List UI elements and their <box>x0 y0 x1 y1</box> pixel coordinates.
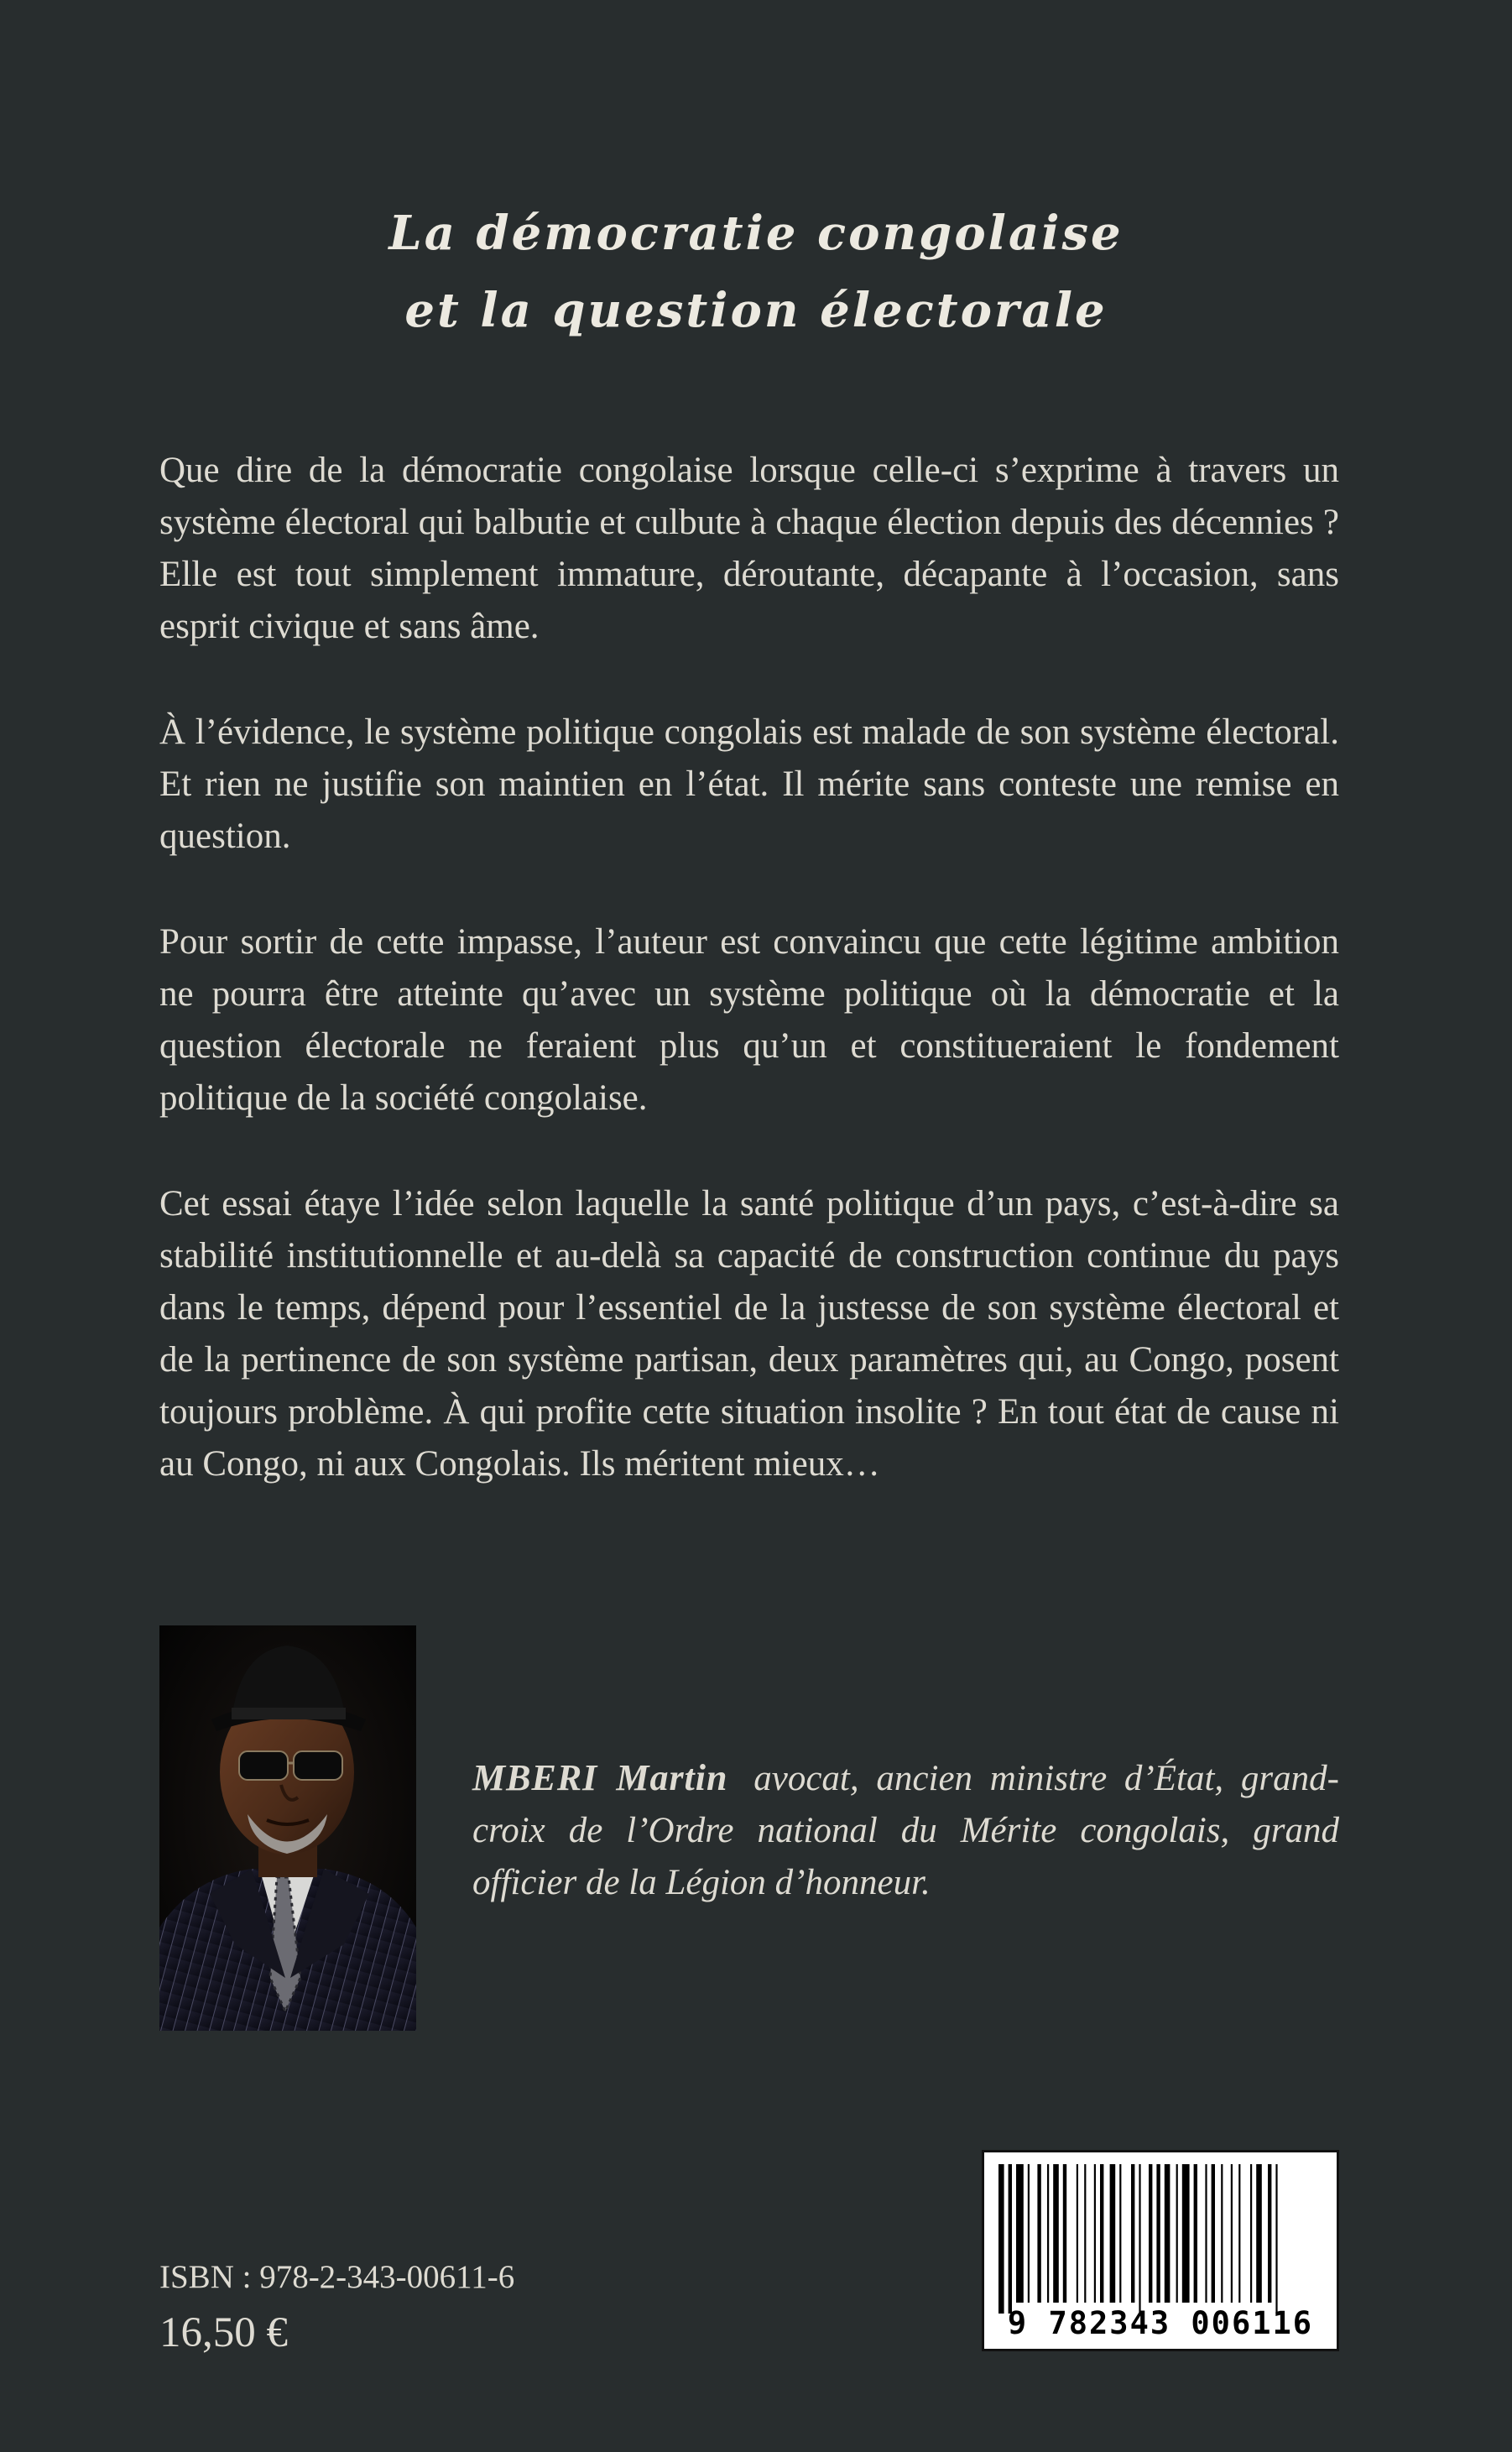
author-portrait-image <box>159 1625 416 2031</box>
author-name: MBERI Martin <box>472 1757 728 1798</box>
summary-paragraph-2: À l’évidence, le système politique congolais est malade de son système électoral. Et rien ne justifie son maintien en l’état. Il mérite sans conteste une remise en question. <box>159 712 1339 856</box>
book-title-line-2: et la question électorale <box>404 283 1108 338</box>
barcode-digits: 9 782343 006116 <box>1007 2305 1314 2341</box>
author-photo <box>159 1625 416 2031</box>
book-title <box>0 195 1512 349</box>
price-text: 16,50 € <box>159 2309 288 2356</box>
summary-paragraph-3: Pour sortir de cette impasse, l’auteur est convaincu que cette légitime ambition ne pourra être atteinte qu’avec un système politique où la démocratie et la question électorale ne feraient plus qu’un et constitueraient le fondement politique de la société congolaise. <box>159 922 1339 1118</box>
barcode <box>982 2150 1339 2351</box>
barcode-bars-image <box>998 2164 1322 2314</box>
summary-text <box>159 445 1339 1544</box>
author-description: avocat, ancien ministre d’État, grand-croix de l’Ordre national du Mérite congolais, grand officier de la Légion d’honneur. <box>472 1759 1339 1902</box>
summary-paragraph-1: Que dire de la démocratie congolaise lorsque celle-ci s’exprime à travers un système électoral qui balbutie et culbute à chaque élection depuis des décennies ? Elle est tout simplement immature, déroutante, décapante à l’occasion, sans esprit civique et sans âme. <box>159 451 1339 646</box>
book-title-line-1: La démocratie congolaise <box>388 206 1124 261</box>
isbn-text: ISBN : 978-2-343-00611-6 <box>159 2259 515 2295</box>
author-bio <box>472 1752 1339 1909</box>
summary-paragraph-4: Cet essai étaye l’idée selon laquelle la santé politique d’un pays, c’est-à-dire sa stabilité institutionnelle et au-delà sa capacité de construction continue du pays dans le temps, dépend pour l’essentiel de la justesse de son système électoral et de la pertinence de son système partisan, deux paramètres qui, au Congo, posent toujours problème. À qui profite cette situation insolite ? En tout état de cause ni au Congo, ni aux Congolais. Ils méritent mieux… <box>159 1184 1339 1484</box>
